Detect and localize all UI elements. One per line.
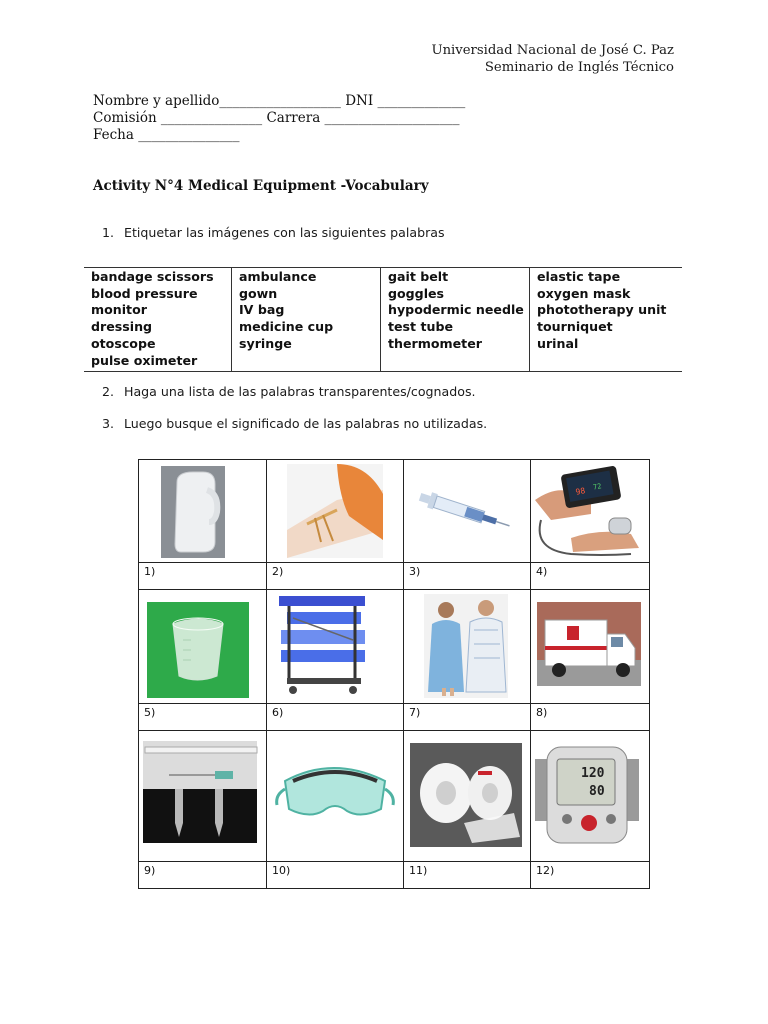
picture-cell-9	[139, 731, 267, 862]
activity-title: Activity N°4 Medical Equipment -Vocabulary	[93, 178, 429, 194]
picture-cell-7	[404, 590, 531, 704]
word: IV bag	[239, 302, 285, 318]
picture-label-5: 5)	[139, 704, 267, 731]
word: bandage scissors	[91, 269, 214, 284]
word: elastic tape	[537, 269, 621, 284]
instruction-3	[102, 416, 487, 431]
word: syringe	[239, 335, 292, 351]
word: monitor	[91, 302, 147, 318]
svg-text:72: 72	[592, 482, 603, 492]
instruction-number: 2.	[102, 384, 115, 399]
hypodermic-needle-icon	[139, 731, 266, 861]
picture-label-2: 2)	[267, 563, 404, 590]
gown-icon	[404, 590, 530, 703]
word: thermometer	[388, 335, 482, 351]
picture-cell-6	[267, 590, 404, 704]
picture-cell-10	[267, 731, 404, 862]
picture-cell-2	[267, 460, 404, 563]
name-dni-field[interactable]: Nombre y apellido__________________ DNI _____________	[93, 93, 466, 109]
word: medicine cup	[239, 319, 334, 335]
word: test tube	[388, 319, 454, 335]
word-column-3	[381, 268, 530, 372]
elastic-tape-icon	[404, 731, 530, 861]
commission-career-field[interactable]: Comisión _______________ Carrera ____________________	[93, 110, 460, 126]
urinal-icon	[139, 460, 266, 562]
word: gait belt	[388, 269, 449, 284]
word: phototherapy unit	[537, 302, 667, 318]
seminar-name: Seminario de Inglés Técnico	[484, 60, 674, 75]
word: oxygen mask	[537, 285, 631, 301]
instruction-number: 1.	[102, 225, 115, 240]
word: dressing	[91, 319, 153, 335]
word-column-1	[84, 268, 232, 372]
instruction-text: Etiquetar las imágenes con las siguientes palabras	[124, 225, 445, 240]
university-header	[431, 42, 674, 76]
word: blood pressure	[91, 285, 198, 301]
date-field[interactable]: Fecha _______________	[93, 127, 240, 143]
picture-label-4: 4)	[531, 563, 650, 590]
word: urinal	[537, 335, 579, 351]
word-column-2	[232, 268, 381, 372]
picture-label-8: 8)	[531, 704, 650, 731]
picture-label-9: 9)	[139, 862, 267, 889]
picture-label-10: 10)	[267, 862, 404, 889]
word: goggles	[388, 285, 445, 301]
medicine-cup-icon	[139, 590, 266, 703]
ambulance-icon	[531, 590, 649, 703]
phototherapy-unit-icon	[267, 590, 403, 703]
word: otoscope	[91, 335, 156, 351]
pulse-oximeter-icon	[531, 460, 649, 562]
picture-cell-11	[404, 731, 531, 862]
picture-cell-12	[531, 731, 650, 862]
picture-label-6: 6)	[267, 704, 404, 731]
word: tourniquet	[537, 319, 613, 335]
word-column-4	[530, 268, 683, 372]
picture-label-12: 12)	[531, 862, 650, 889]
instruction-1	[102, 225, 445, 240]
svg-text:98: 98	[574, 486, 586, 497]
picture-label-7: 7)	[404, 704, 531, 731]
picture-cell-4	[531, 460, 650, 563]
goggles-icon	[267, 731, 403, 861]
instruction-text: Haga una lista de las palabras transparentes/cognados.	[124, 384, 476, 399]
student-fields	[93, 93, 465, 144]
blood-pressure-monitor-icon	[531, 731, 649, 861]
picture-cell-3	[404, 460, 531, 563]
picture-label-11: 11)	[404, 862, 531, 889]
picture-cell-8	[531, 590, 650, 704]
diastolic-reading: 80	[589, 784, 605, 799]
word: ambulance	[239, 269, 317, 284]
picture-grid	[138, 459, 650, 889]
systolic-reading: 120	[581, 766, 605, 781]
word: gown	[239, 285, 278, 301]
instruction-number: 3.	[102, 416, 115, 431]
syringe-icon	[404, 460, 530, 562]
word: pulse oximeter	[91, 352, 198, 368]
picture-label-3: 3)	[404, 563, 531, 590]
tourniquet-icon	[267, 460, 403, 562]
university-name: Universidad Nacional de José C. Paz	[431, 43, 674, 58]
word-bank-table	[84, 267, 682, 372]
picture-cell-5	[139, 590, 267, 704]
word: hypodermic needle	[388, 302, 524, 318]
picture-label-1: 1)	[139, 563, 267, 590]
picture-cell-1	[139, 460, 267, 563]
instruction-text: Luego busque el significado de las palabras no utilizadas.	[124, 416, 488, 431]
instruction-2	[102, 384, 476, 399]
